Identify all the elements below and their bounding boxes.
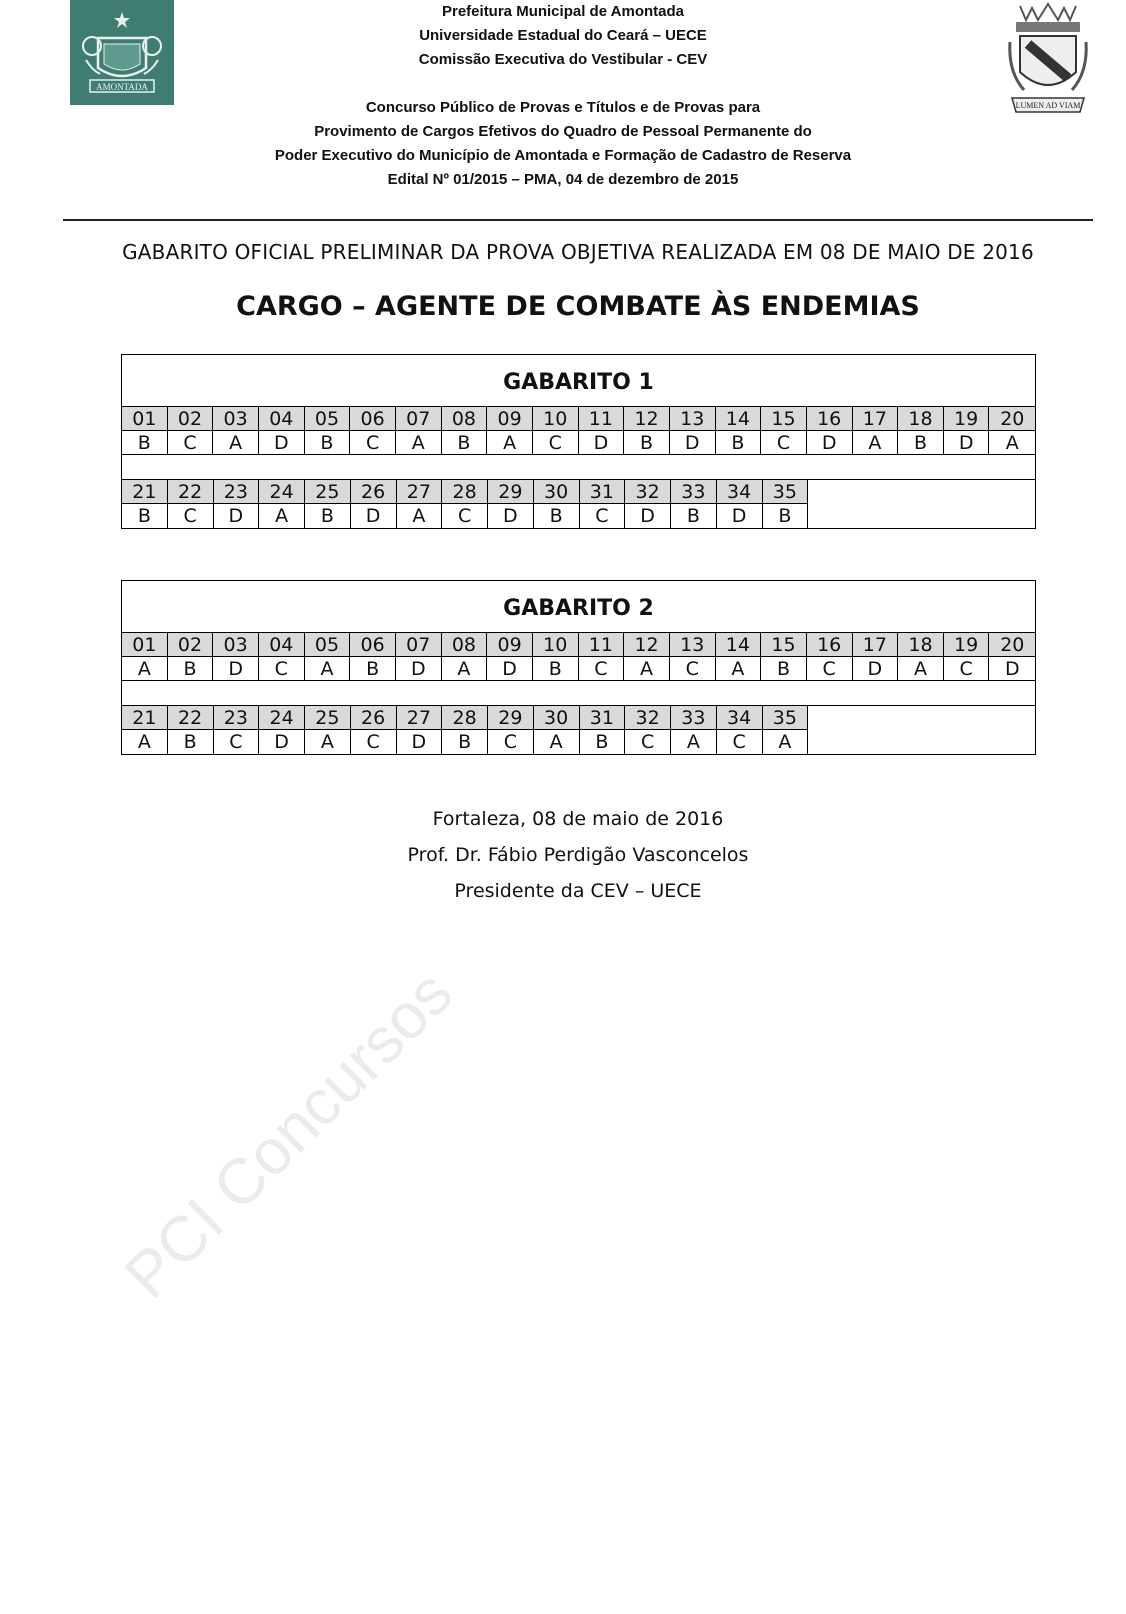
question-number-cell: 28 — [442, 706, 488, 730]
signature-name: Prof. Dr. Fábio Perdigão Vasconcelos — [407, 844, 749, 866]
logo-right-text: LUMEN AD VIAM — [1015, 101, 1081, 110]
question-number-cell: 06 — [350, 633, 396, 657]
answer-cell: C — [350, 431, 396, 455]
answer-cell: A — [305, 657, 351, 681]
question-number-cell: 01 — [122, 407, 168, 431]
answer-cell: B — [533, 657, 579, 681]
answer-cell: B — [671, 504, 717, 528]
header-line: Edital Nº 01/2015 – PMA, 04 de dezembro de 2015 — [387, 171, 739, 188]
answer-cell: B — [350, 657, 396, 681]
question-number-cell: 33 — [671, 480, 717, 504]
question-number-cell: 24 — [259, 706, 305, 730]
question-number-row — [122, 407, 1035, 431]
document-subtitle: GABARITO OFICIAL PRELIMINAR DA PROVA OBJETIVA REALIZADA EM 08 DE MAIO DE 2016 — [122, 240, 1034, 264]
question-number-cell: 20 — [989, 633, 1035, 657]
answer-cell: A — [397, 504, 443, 528]
answer-cell: B — [534, 504, 580, 528]
answer-cell: D — [670, 431, 716, 455]
question-number-cell: 12 — [624, 407, 670, 431]
answer-cell: C — [579, 657, 625, 681]
answer-cell: C — [944, 657, 990, 681]
answer-cell: C — [670, 657, 716, 681]
header-line: Prefeitura Municipal de Amontada — [442, 3, 684, 20]
question-number-cell: 19 — [944, 633, 990, 657]
question-number-cell: 13 — [670, 633, 716, 657]
answer-cell: B — [763, 504, 809, 528]
question-number-cell: 24 — [259, 480, 305, 504]
answer-cell: A — [213, 431, 259, 455]
question-number-cell: 06 — [350, 407, 396, 431]
answer-cell: D — [397, 730, 443, 754]
header-line: Universidade Estadual do Ceará – UECE — [419, 27, 707, 44]
question-number-row — [122, 706, 1035, 730]
question-number-cell: 11 — [579, 407, 625, 431]
answer-cell: B — [442, 730, 488, 754]
answer-cell: D — [487, 657, 533, 681]
question-number-cell: 22 — [168, 480, 214, 504]
question-number-cell: 29 — [488, 480, 534, 504]
empty-cell — [808, 480, 1035, 504]
table-spacer-row — [122, 681, 1035, 706]
question-number-cell: 31 — [580, 480, 626, 504]
answer-cell: B — [761, 657, 807, 681]
question-number-cell: 27 — [397, 480, 443, 504]
question-number-row — [122, 633, 1035, 657]
question-number-cell: 14 — [716, 407, 762, 431]
gabarito-table — [121, 580, 1036, 755]
answer-cell: A — [624, 657, 670, 681]
question-number-cell: 29 — [488, 706, 534, 730]
question-number-cell: 09 — [487, 407, 533, 431]
signature-role: Presidente da CEV – UECE — [454, 880, 702, 902]
question-number-cell: 20 — [989, 407, 1035, 431]
question-number-cell: 28 — [442, 480, 488, 504]
question-number-cell: 12 — [624, 633, 670, 657]
answer-cell: A — [487, 431, 533, 455]
question-number-cell: 23 — [214, 480, 260, 504]
question-number-cell: 30 — [534, 706, 580, 730]
answer-cell: D — [213, 657, 259, 681]
question-number-cell: 33 — [671, 706, 717, 730]
answer-cell: D — [579, 431, 625, 455]
answer-cell: C — [168, 504, 214, 528]
answer-cell: A — [442, 657, 488, 681]
answer-cell: B — [442, 431, 488, 455]
question-number-cell: 13 — [670, 407, 716, 431]
answer-cell: A — [671, 730, 717, 754]
gabarito-title: GABARITO 1 — [122, 355, 1035, 407]
question-number-cell: 32 — [625, 706, 671, 730]
question-number-cell: 27 — [397, 706, 443, 730]
question-number-cell: 18 — [898, 407, 944, 431]
question-number-cell: 32 — [625, 480, 671, 504]
answer-cell: C — [625, 730, 671, 754]
question-number-cell: 26 — [351, 480, 397, 504]
question-number-cell: 23 — [214, 706, 260, 730]
answer-cell: D — [396, 657, 442, 681]
answer-cell: D — [259, 730, 305, 754]
answer-cell: D — [351, 504, 397, 528]
answer-cell: B — [624, 431, 670, 455]
gabarito-title: GABARITO 2 — [122, 581, 1035, 633]
answer-cell: B — [168, 657, 214, 681]
watermark: PCI Concursos — [110, 956, 466, 1312]
answer-cell: B — [305, 504, 351, 528]
question-number-cell: 25 — [305, 706, 351, 730]
question-number-cell: 04 — [259, 407, 305, 431]
answer-cell: A — [763, 730, 809, 754]
question-number-cell: 08 — [442, 633, 488, 657]
answer-cell: A — [122, 657, 168, 681]
question-number-cell: 35 — [763, 706, 809, 730]
question-number-cell: 15 — [761, 407, 807, 431]
question-number-cell: 17 — [853, 407, 899, 431]
empty-cell — [808, 730, 1035, 754]
document-header — [0, 0, 1126, 192]
question-number-cell: 35 — [763, 480, 809, 504]
logo-left-text: AMONTADA — [96, 82, 148, 92]
answer-row — [122, 657, 1035, 681]
question-number-row — [122, 480, 1035, 504]
answer-cell: B — [122, 431, 168, 455]
answer-cell: A — [853, 431, 899, 455]
signature-date: Fortaleza, 08 de maio de 2016 — [432, 808, 724, 830]
question-number-cell: 22 — [168, 706, 214, 730]
question-number-cell: 34 — [717, 480, 763, 504]
question-number-cell: 05 — [305, 407, 351, 431]
answer-cell: A — [534, 730, 580, 754]
answer-cell: C — [580, 504, 626, 528]
empty-cell — [808, 504, 1035, 528]
answer-row — [122, 730, 1035, 754]
question-number-cell: 05 — [305, 633, 351, 657]
question-number-cell: 10 — [533, 633, 579, 657]
cargo-title: CARGO – AGENTE DE COMBATE ÀS ENDEMIAS — [236, 291, 920, 322]
answer-cell: D — [717, 504, 763, 528]
question-number-cell: 19 — [944, 407, 990, 431]
question-number-cell: 16 — [807, 407, 853, 431]
question-number-cell: 18 — [898, 633, 944, 657]
question-number-cell: 03 — [213, 633, 259, 657]
question-number-cell: 14 — [716, 633, 762, 657]
question-number-cell: 31 — [580, 706, 626, 730]
question-number-cell: 08 — [442, 407, 488, 431]
question-number-cell: 34 — [717, 706, 763, 730]
answer-cell: B — [305, 431, 351, 455]
answer-cell: B — [716, 431, 762, 455]
answer-cell: D — [853, 657, 899, 681]
question-number-cell: 02 — [168, 407, 214, 431]
answer-cell: D — [488, 504, 534, 528]
answer-cell: A — [898, 657, 944, 681]
answer-cell: C — [214, 730, 260, 754]
question-number-cell: 10 — [533, 407, 579, 431]
answer-cell: C — [351, 730, 397, 754]
answer-cell: C — [442, 504, 488, 528]
question-number-cell: 03 — [213, 407, 259, 431]
question-number-cell: 09 — [487, 633, 533, 657]
answer-cell: A — [989, 431, 1035, 455]
answer-cell: D — [259, 431, 305, 455]
answer-cell: D — [989, 657, 1035, 681]
header-divider — [63, 219, 1093, 221]
answer-cell: C — [807, 657, 853, 681]
question-number-cell: 15 — [761, 633, 807, 657]
table-spacer-row — [122, 455, 1035, 480]
question-number-cell: 30 — [534, 480, 580, 504]
answer-cell: D — [944, 431, 990, 455]
question-number-cell: 07 — [396, 633, 442, 657]
answer-row — [122, 431, 1035, 455]
answer-cell: D — [214, 504, 260, 528]
question-number-cell: 17 — [853, 633, 899, 657]
question-number-cell: 04 — [259, 633, 305, 657]
answer-cell: A — [259, 504, 305, 528]
answer-cell: A — [396, 431, 442, 455]
answer-cell: C — [168, 431, 214, 455]
header-line: Poder Executivo do Município de Amontada e Formação de Cadastro de Reserva — [274, 147, 852, 164]
question-number-cell: 02 — [168, 633, 214, 657]
answer-cell: A — [305, 730, 351, 754]
answer-cell: C — [761, 431, 807, 455]
answer-cell: A — [716, 657, 762, 681]
question-number-cell: 01 — [122, 633, 168, 657]
gabarito-table — [121, 354, 1036, 529]
question-number-cell: 21 — [122, 706, 168, 730]
answer-row — [122, 504, 1035, 528]
answer-cell: C — [259, 657, 305, 681]
answer-cell: C — [533, 431, 579, 455]
answer-cell: B — [580, 730, 626, 754]
answer-cell: C — [717, 730, 763, 754]
question-number-cell: 07 — [396, 407, 442, 431]
signature-block — [0, 802, 1126, 910]
empty-cell — [808, 706, 1035, 730]
question-number-cell: 11 — [579, 633, 625, 657]
question-number-cell: 16 — [807, 633, 853, 657]
answer-cell: B — [168, 730, 214, 754]
header-line: Provimento de Cargos Efetivos do Quadro de Pessoal Permanente do — [314, 123, 812, 140]
answer-cell: B — [898, 431, 944, 455]
answer-cell: D — [807, 431, 853, 455]
header-line: Concurso Público de Provas e Títulos e de Provas para — [365, 99, 761, 116]
answer-cell: D — [625, 504, 671, 528]
question-number-cell: 25 — [305, 480, 351, 504]
answer-cell: B — [122, 504, 168, 528]
answer-cell: A — [122, 730, 168, 754]
question-number-cell: 26 — [351, 706, 397, 730]
header-line: Comissão Executiva do Vestibular - CEV — [418, 51, 708, 68]
question-number-cell: 21 — [122, 480, 168, 504]
answer-cell: C — [488, 730, 534, 754]
